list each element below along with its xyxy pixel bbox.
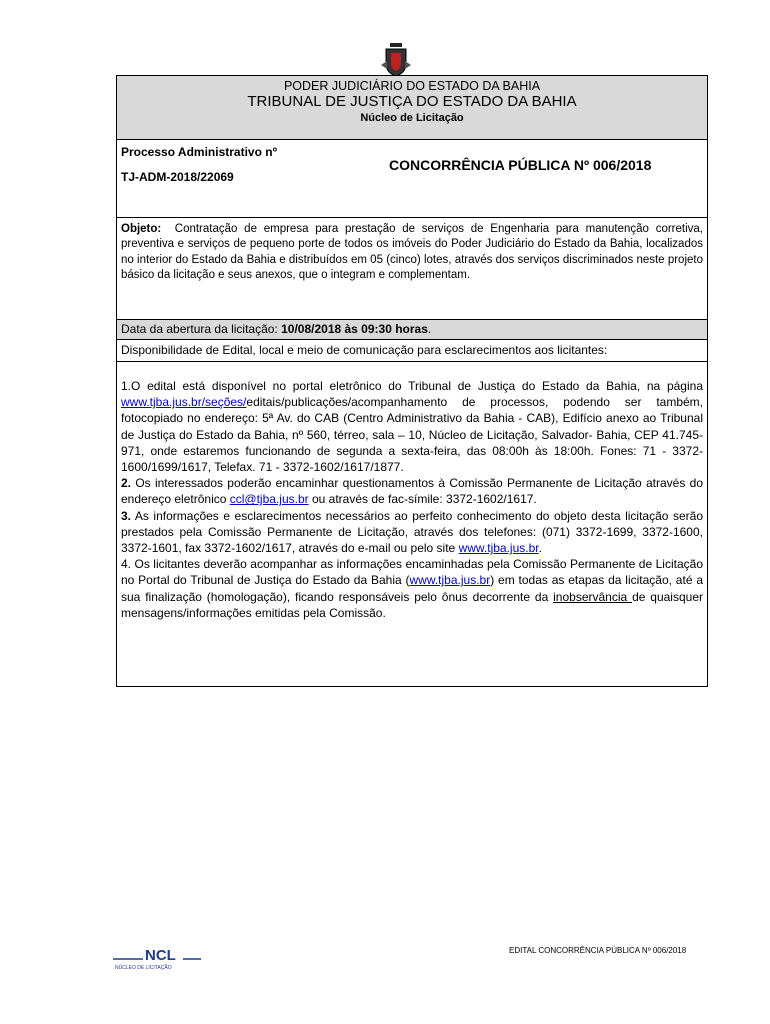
document-header [117,76,707,140]
item-3-number: 3. [121,508,132,523]
page-footer: EDITAL CONCORRÊNCIA PÚBLICA Nº 006/2018 [509,946,687,955]
item-3-site-link[interactable]: www.tjba.jus.br [458,541,539,556]
item-2 [121,475,703,507]
abertura-row [117,320,707,340]
item-4-text-c: de quaisquer mensagens/informações emitidas pela Comissão. [121,589,703,620]
item-1-text-b: editais/publicações/acompanhamento de processos, podendo ser também, fotocopiado no endereço: 5ª Av. do CAB (Centro Administrativo da Bahia - CAB), Edifício anexo ao Tribunal de Justiça do Estado da Bahia, nº 560, térreo, sala – 10, Núcleo de Licitação, Salvador- Bahia, CEP 41.745-971, onde estaremos funcionando de segunda a sexta-feira, das 08:00h às 18:00h. Fones: 71 - 3372-1600/1699/1617, Telefax. 71 - 3372-1602/1617/1877. [121,395,703,475]
item-2-number: 2. [121,476,132,491]
abertura-label: Data da abertura da licitação: [121,322,278,336]
item-2-email-link[interactable]: ccl@tjba.jus.br [229,492,309,507]
items-body [117,362,707,621]
process-number: TJ-ADM-2018/22069 [121,170,234,184]
item-3-text-b: . [538,541,542,556]
item-1-link-secoes[interactable]: /seções/ [201,395,247,410]
objeto-text: Contratação de empresa para prestação de serviços de Engenharia para manutenção corretiva, preventiva e serviços de pequeno porte de todos os imóveis do Poder Judiciário do Estado da Bahia, localizados no interior do Estado da Bahia e distribuídos em 05 (cinco) lotes, através dos serviços discriminados neste projeto básico da licitação e seus anexos, que o integram e complementam. [121,223,703,282]
item-4-site-link[interactable]: www.tjba.jus.br [409,573,491,588]
state-crest-icon [381,43,411,77]
process-label: Processo Administrativo nº [121,145,277,159]
disponibilidade-row: Disponibilidade de Edital, local e meio de comunicação para esclarecimentos aos licitantes: [117,340,707,362]
process-section [117,140,707,218]
item-2-text-a: Os interessados poderão encaminhar questionamentos à Comissão Permanente de Licitação através do endereço eletrônico [121,476,703,507]
ncl-logo [111,945,203,971]
process-title: CONCORRÊNCIA PÚBLICA Nº 006/2018 [389,157,652,173]
item-2-text-b: ou através de fac-símile: 3372-1602/1617. [308,492,537,507]
header-line-3: Núcleo de Licitação [360,112,464,124]
item-1-text-a: 1.O edital está disponível no portal eletrônico do Tribunal de Justiça do Estado da Bahia, na página [121,379,703,393]
ncl-logo-text: NCL [145,947,176,964]
item-1-link-site[interactable]: www.tjba.jus.br [121,395,202,410]
item-4-text-b: ) em todas as etapas da licitação, até a sua finalização (homologação), ficando responsáveis pelo ônus decorrente da [121,573,703,604]
header-line-2: TRIBUNAL DE JUSTIÇA DO ESTADO DA BAHIA [247,93,577,110]
item-4-underlined: inobservância [553,589,633,604]
item-3 [121,508,703,557]
objeto-section [117,218,707,320]
item-1 [121,378,703,475]
abertura-value: 10/08/2018 às 09:30 horas [281,322,428,336]
item-3-text-a: As informações e esclarecimentos necessários ao perfeito conhecimento do objeto desta licitação serão prestados pela Comissão Permanente de Licitação, através dos telefones: (071) 3372-1699, 3372-1600, 3372-1601, fax 3372-1602/1617, através do e-mail ou pelo site [121,508,703,556]
ncl-logo-subtitle: NÚCLEO DE LICITAÇÃO [115,965,172,971]
item-4 [121,556,703,621]
objeto-label: Objeto: [121,223,162,235]
header-line-1: PODER JUDICIÁRIO DO ESTADO DA BAHIA [283,79,541,93]
item-4-text-a: 4. Os licitantes deverão acompanhar as informações encaminhadas pela Comissão Permanente de Licitação no Portal do Tribunal de Justiça do Estado da Bahia ( [121,557,703,588]
edital-frame [116,75,708,687]
abertura-end: . [427,322,432,336]
